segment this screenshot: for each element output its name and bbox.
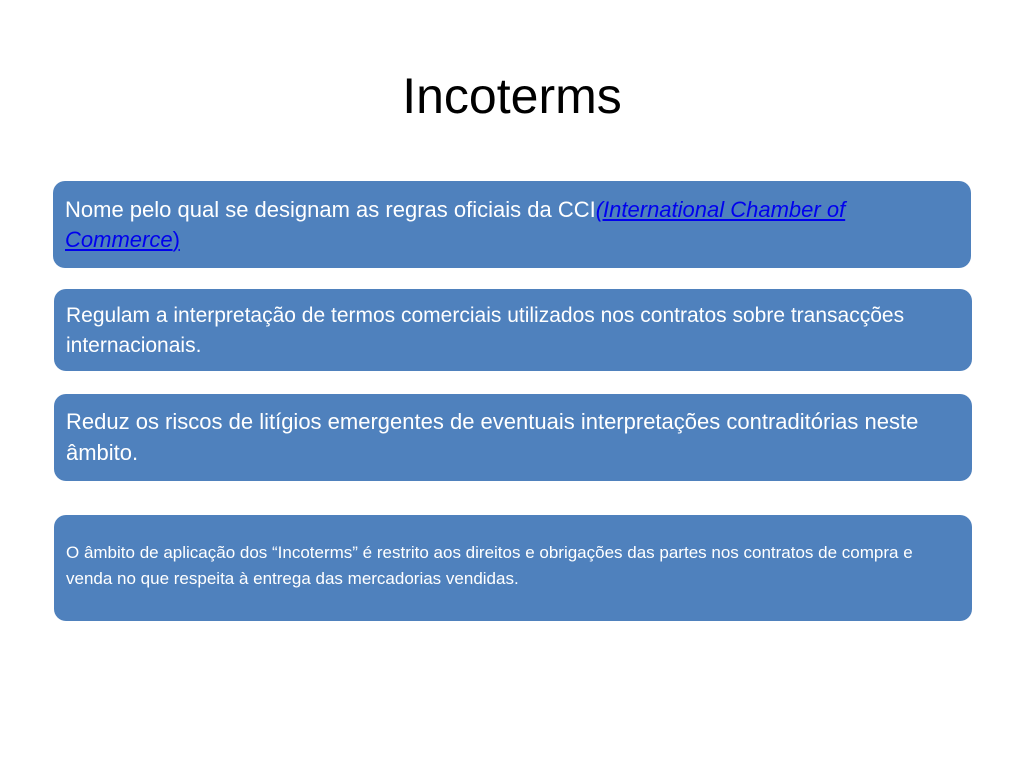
info-box-definition: [53, 181, 971, 268]
slide-title: Incoterms: [402, 68, 622, 124]
icc-link-close[interactable]: ): [172, 227, 180, 252]
regulation-text: Regulam a interpretação de termos comerciais utilizados nos contratos sobre transacções internacionais.: [66, 304, 905, 357]
icc-link[interactable]: (International Chamber of Commerce: [65, 197, 846, 252]
scope-text: O âmbito de aplicação dos “Incoterms” é restrito aos direitos e obrigações das partes nos contratos de compra e venda no que respeita à entrega das mercadorias vendidas.: [66, 543, 913, 588]
info-box-regulation: [54, 289, 972, 371]
definition-text: Nome pelo qual se designam as regras oficiais da CCI: [65, 197, 596, 222]
info-box-risk: [54, 394, 972, 481]
risk-text: Reduz os riscos de litígios emergentes de eventuais interpretações contraditórias neste âmbito.: [66, 409, 919, 465]
info-box-scope: [54, 515, 972, 621]
